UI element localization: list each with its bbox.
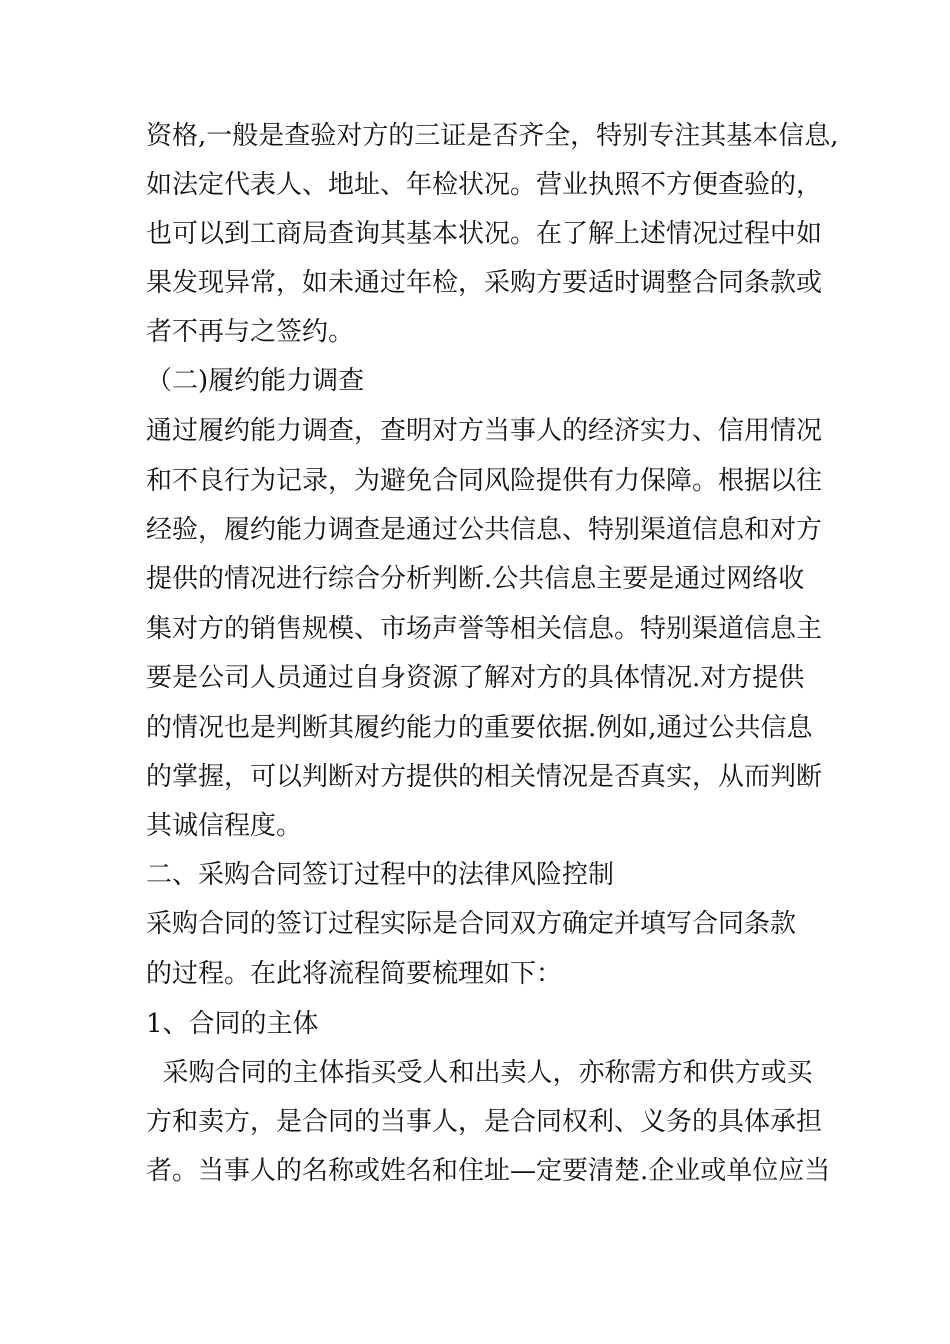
text-line: 采购合同的主体指买受人和出卖人，亦称需方和供方或买 xyxy=(146,1058,813,1088)
text-line: 果发现异常，如未通过年检，采购方要适时调整合同条款或 xyxy=(146,268,823,298)
text-line: 通过履约能力调查，查明对方当事人的经济实力、信用情况 xyxy=(146,416,823,446)
text-line: 方和卖方，是合同的当事人，是合同权利、义务的具体承担 xyxy=(146,1107,823,1137)
text-line: 采购合同的签订过程实际是合同双方确定并填写合同条款 xyxy=(146,909,797,939)
text-line: 提供的情况进行综合分析判断.公共信息主要是通过网络收 xyxy=(146,564,805,594)
text-line: 的情况也是判断其履约能力的重要依据.例如,通过公共信息 xyxy=(146,713,813,743)
text-line: 其诚信程度。 xyxy=(146,811,303,841)
text-line: 集对方的销售规模、市场声誉等相关信息。特别渠道信息主 xyxy=(146,614,823,644)
section-heading: （二)履约能力调查 xyxy=(146,366,365,396)
text-line: 的过程。在此将流程简要梳理如下： xyxy=(146,959,563,989)
section-heading: 1、合同的主体 xyxy=(146,1009,319,1039)
section-heading: 二、采购合同签订过程中的法律风险控制 xyxy=(146,860,615,890)
text-line: 者不再与之签约。 xyxy=(146,317,355,347)
text-line: 资格,一般是查验对方的三证是否齐全，特别专注其基本信息, xyxy=(146,121,839,151)
text-line: 和不良行为记录，为避免合同风险提供有力保障。根据以往 xyxy=(146,466,823,496)
text-line: 也可以到工商局查询其基本状况。在了解上述情况过程中如 xyxy=(146,219,823,249)
text-line: 如法定代表人、地址、年检状况。营业执照不方便查验的， xyxy=(146,170,823,200)
text-line: 经验，履约能力调查是通过公共信息、特别渠道信息和对方 xyxy=(146,515,823,545)
text-line: 者。当事人的名称或姓名和住址—定要清楚.企业或单位应当 xyxy=(146,1156,831,1186)
text-line: 的掌握，可以判断对方提供的相关情况是否真实，从而判断 xyxy=(146,762,823,792)
text-line: 要是公司人员通过自身资源了解对方的具体情况.对方提供 xyxy=(146,663,805,693)
